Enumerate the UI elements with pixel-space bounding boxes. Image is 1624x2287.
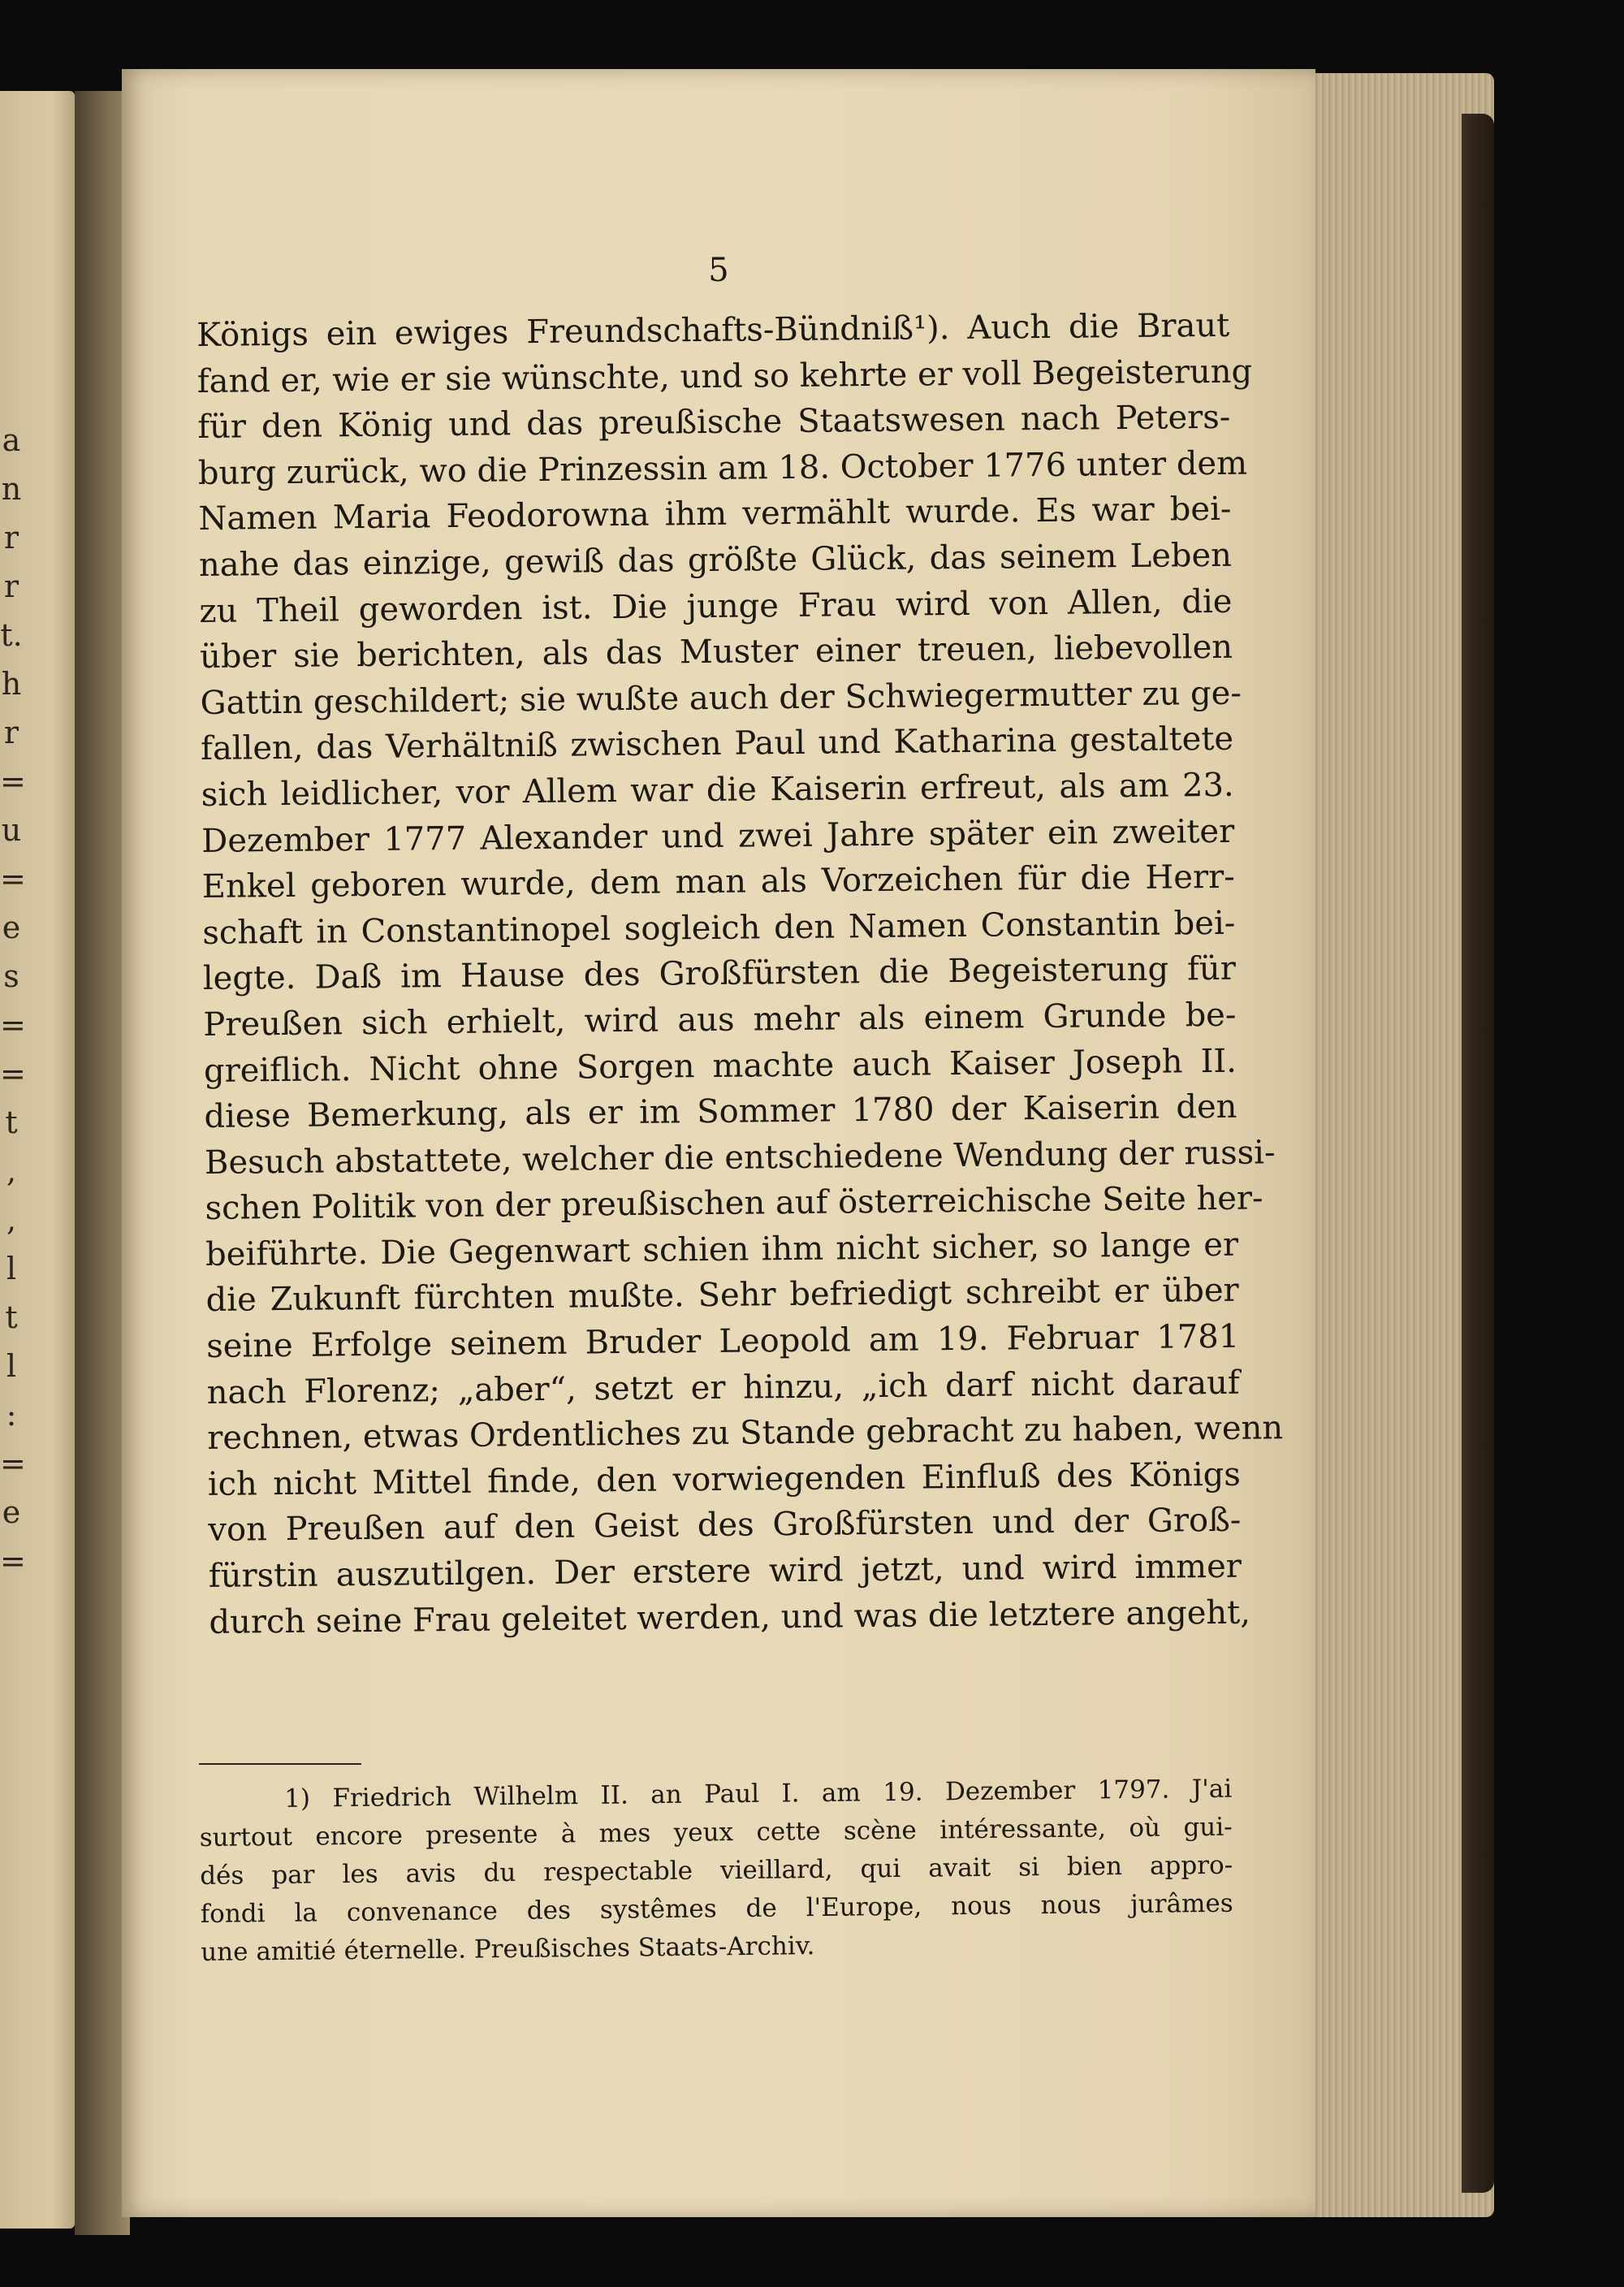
left-page-edge-glyph: = [0,1543,26,1579]
text-line: Gattin geschildert; sie wußte auch der Schwiegermutter zu ge- [200,674,1242,722]
text-line: fürstin auszutilgen. Der erstere wird jetzt, und wird immer [208,1547,1242,1595]
left-page-edge-glyph: = [0,861,26,897]
left-page-edge-glyph: = [0,763,26,799]
left-page-edge-text [0,416,26,1585]
text-line: Dezember 1777 Alexander und zwei Jahre später ein zweiter [201,812,1235,860]
footnote-line: une amitié éternelle. Preußisches Staats-Archiv. [201,1931,815,1967]
text-line: rechnen, etwas Ordentliches zu Stande gebracht zu haben, wenn [207,1409,1284,1458]
left-page-edge-glyph: l [6,1348,17,1384]
left-page-edge-glyph: l [6,1251,17,1286]
left-page-edge-glyph: = [0,1446,26,1481]
text-line: diese Bemerkung, als er im Sommer 1780 der Kaiserin den [204,1087,1237,1136]
text-line: beiführte. Die Gegenwart schien ihm nicht sicher, so lange er [205,1226,1239,1273]
left-page-edge-glyph: a [2,422,21,458]
left-page-edge-glyph: s [3,958,19,994]
left-facing-page [0,91,75,2229]
text-line: seine Erfolge seinem Bruder Leopold am 19. Februar 1781 [205,1317,1240,1366]
text-line: die Zukunft fürchten mußte. Sehr befriedigt schreibt er über [205,1272,1239,1320]
text-line: Enkel geboren wurde, dem man als Vorzeichen für die Herr- [201,858,1235,906]
left-page-edge-glyph: = [0,1056,26,1092]
text-line: nach Florenz; „aber“, setzt er hinzu, „ich darf nicht darauf [206,1364,1240,1412]
left-page-edge-glyph: r [3,569,19,604]
left-page-edge-glyph: t. [0,617,23,653]
text-line: legte. Daß im Hause des Großfürsten die Begeisterung für [202,950,1237,998]
text-line: über sie berichten, als das Muster einer treuen, liebevollen [199,628,1233,677]
page-number: 5 [708,252,729,289]
footnote-separator [199,1763,361,1765]
text-line: schen Politik von der preußischen auf österreichische Seite her- [205,1179,1263,1228]
text-line: sich leidlicher, vor Allem war die Kaiserin erfreut, als am 23. [201,766,1234,814]
left-page-edge-glyph: h [1,666,22,702]
footnote-line: 1) Friedrich Wilhelm II. an Paul I. am 19. Dezember 1797. J'ai [284,1774,1233,1814]
left-page-edge-glyph: t [5,1299,18,1335]
left-page-edge-glyph: u [1,812,22,848]
text-line: fallen, das Verhältniß zwischen Paul und Katharina gestaltete [200,720,1234,768]
book-cover-edge [1462,114,1494,2193]
footnote-line: surtout encore presente à mes yeux cette scène intéressante, où gui- [199,1812,1233,1853]
book-page [122,69,1315,2217]
text-line: greiflich. Nicht ohne Sorgen machte auch Kaiser Joseph II. [203,1042,1237,1090]
text-line: durch seine Frau geleitet werden, und was die letztere angeht, [209,1593,1251,1641]
left-page-edge-glyph: r [3,520,19,556]
text-line: schaft in Constantinopel sogleich den Namen Constantin bei- [202,904,1236,952]
footnote-line: fondi la convenance des systêmes de l'Europe, nous nous jurâmes [200,1888,1233,1929]
left-page-edge-glyph: e [2,910,21,945]
left-page-edge-glyph: , [6,1153,17,1189]
text-line: burg zurück, wo die Prinzessin am 18. October 1776 unter dem [197,444,1248,492]
text-line: nahe das einzige, gewiß das größte Glück, das seinem Leben [198,536,1233,584]
text-line: Namen Maria Feodorowna ihm vermählt wurde. Es war bei- [198,491,1232,538]
body-text [197,303,1284,1645]
text-line: Besuch abstattete, welcher die entschiedene Wendung der russi- [204,1133,1276,1182]
footnote [199,1770,1233,1972]
left-page-edge-glyph: : [6,1397,17,1433]
text-line: Königs ein ewiges Freundschafts-Bündniß¹). Auch die Braut [197,306,1230,354]
text-line: zu Theil geworden ist. Die junge Frau wird von Allen, die [199,582,1233,630]
left-page-edge-glyph: , [6,1202,17,1238]
left-page-edge-glyph: = [0,1007,26,1043]
text-line: Preußen sich erhielt, wird aus mehr als einem Grunde be- [203,996,1237,1044]
text-line: ich nicht Mittel finde, den vorwiegenden Einfluß des Königs [207,1455,1242,1503]
text-line: von Preußen auf den Geist des Großfürsten und der Groß- [208,1502,1242,1550]
left-page-edge-glyph: r [3,715,19,750]
text-line: fand er, wie er sie wünschte, und so kehrte er voll Begeisterung [197,352,1253,400]
text-line: für den König und das preußische Staatswesen nach Peters- [197,398,1231,447]
left-page-edge-glyph: n [1,471,22,507]
footnote-line: dés par les avis du respectable vieillard, qui avait si bien appro- [200,1850,1233,1891]
left-page-edge-glyph: t [5,1105,18,1140]
left-page-edge-glyph: e [2,1494,21,1530]
